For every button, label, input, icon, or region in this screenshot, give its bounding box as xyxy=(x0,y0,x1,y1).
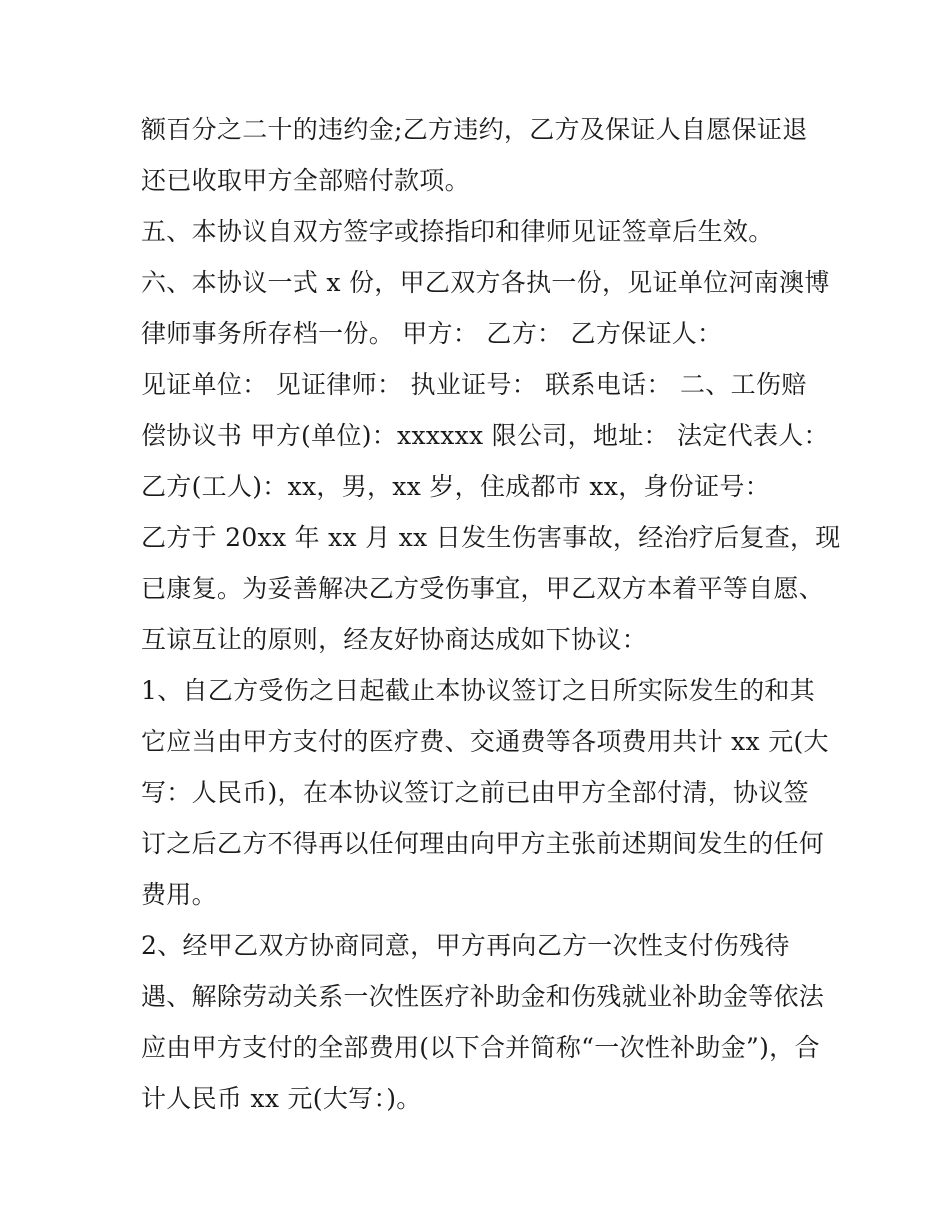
document-body xyxy=(141,104,841,1124)
text-line: 律师事务所存档一份。 甲方： 乙方： 乙方保证人： xyxy=(141,319,723,348)
text-line: 1、自乙方受伤之日起截止本协议签订之日所实际发生的和其 xyxy=(141,676,816,705)
text-line: 六、本协议一式 x 份，甲乙双方各执一份，见证单位河南澳博 xyxy=(141,268,830,297)
text-line: 应由甲方支付的全部费用(以下合并简称“一次性补助金”)，合 xyxy=(141,1033,820,1062)
text-line: 写：人民币)，在本协议签订之前已由甲方全部付清，协议签 xyxy=(141,778,809,807)
text-line: 额百分之二十的违约金;乙方违约，乙方及保证人自愿保证退 xyxy=(141,115,808,144)
text-line: 它应当由甲方支付的医疗费、交通费等各项费用共计 xx 元(大 xyxy=(141,727,829,756)
text-line: 计人民币 xx 元(大写：)。 xyxy=(141,1084,422,1113)
text-line: 见证单位： 见证律师： 执业证号： 联系电话： 二、工伤赔 xyxy=(141,370,807,399)
text-line: 还已收取甲方全部赔付款项。 xyxy=(141,166,470,195)
text-line: 遇、解除劳动关系一次性医疗补助金和伤残就业补助金等依法 xyxy=(141,982,825,1011)
text-line: 费用。 xyxy=(141,880,217,909)
text-line: 偿协议书 甲方(单位)：xxxxxx 限公司，地址： 法定代表人： xyxy=(141,421,829,450)
text-line: 订之后乙方不得再以任何理由向甲方主张前述期间发生的任何 xyxy=(141,829,825,858)
text-line: 2、经甲乙双方协商同意，甲方再向乙方一次性支付伤残待 xyxy=(141,931,790,960)
text-line: 乙方(工人)：xx，男，xx 岁，住成都市 xx，身份证号： xyxy=(141,472,770,501)
text-line: 已康复。为妥善解决乙方受伤事宜，甲乙双方本着平等自愿、 xyxy=(141,574,825,603)
text-line: 五、本协议自双方签字或捺指印和律师见证签章后生效。 xyxy=(141,217,774,246)
text-line: 互谅互让的原则，经友好协商达成如下协议： xyxy=(141,625,648,654)
text-line: 乙方于 20xx 年 xx 月 xx 日发生伤害事故，经治疗后复查，现 xyxy=(141,523,841,552)
